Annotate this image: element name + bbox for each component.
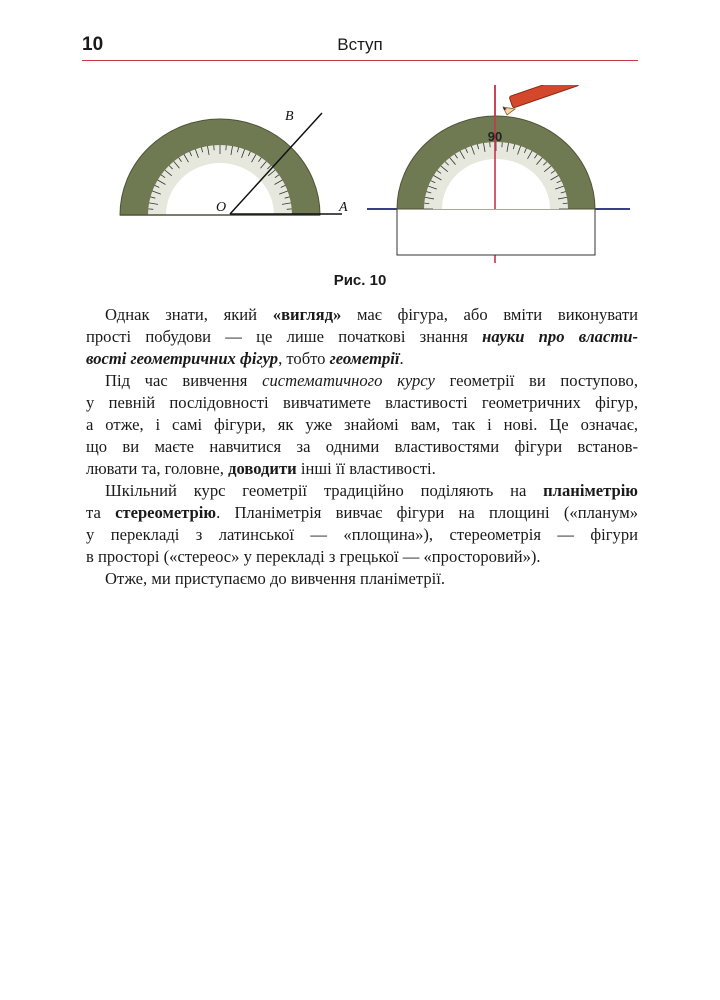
page-number: 10	[82, 34, 104, 55]
text-line	[86, 502, 638, 524]
text-segment: прості побудови — це лише початкові знання	[86, 327, 483, 346]
label-a: A	[339, 200, 348, 215]
page-header	[82, 30, 638, 61]
text-segment: вості геометричних фігур	[86, 349, 279, 368]
text-segment: лювати та, головне,	[86, 459, 229, 478]
paragraph	[86, 304, 638, 370]
text-line	[86, 304, 638, 326]
pencil-icon	[503, 85, 579, 115]
text-segment: Шкільний курс геометрії традиційно поділяють на	[105, 481, 544, 500]
section-title: Вступ	[337, 35, 383, 54]
right-protractor	[397, 85, 595, 209]
text-segment: , тобто	[278, 349, 330, 368]
text-segment: планіметрію	[543, 481, 638, 500]
label-b: B	[285, 109, 294, 124]
text-segment: Під час вивчення	[105, 371, 263, 390]
text-line	[86, 524, 638, 546]
protractor-illustration	[110, 85, 650, 270]
label-o: O	[216, 200, 227, 215]
text-segment: геометрії ви поступово,	[434, 371, 638, 390]
text-segment: науки про власти-	[482, 327, 638, 346]
text-segment: доводити	[228, 459, 297, 478]
text-line	[86, 370, 638, 392]
text-line	[86, 568, 638, 590]
text-segment: Отже, ми приступаємо до вивчення планіметрії.	[105, 569, 446, 588]
text-segment: та	[86, 503, 116, 522]
text-line	[86, 414, 638, 436]
body-text	[86, 304, 638, 590]
text-line	[86, 326, 638, 348]
text-segment: в просторі («стереос» у перекладі з грецької — «просторовий»).	[86, 547, 541, 566]
text-segment: інші її властивості.	[296, 459, 436, 478]
text-segment: у певній послідовності вивчатимете властивості геометричних фігур,	[86, 393, 638, 412]
text-line	[86, 546, 638, 568]
paragraph	[86, 568, 638, 590]
text-line	[86, 348, 638, 370]
figure-10	[110, 85, 650, 270]
text-segment: геометрії	[329, 349, 400, 368]
center-mark-90: 90	[487, 129, 503, 144]
text-segment: систематичного курсу	[262, 371, 435, 390]
text-line	[86, 436, 638, 458]
text-segment: .	[399, 349, 404, 368]
paragraph	[86, 480, 638, 568]
text-segment: що ви маєте навчитися за одними властивостями фігури встанов-	[86, 437, 638, 456]
text-segment: стереометрію	[115, 503, 217, 522]
text-line	[86, 480, 638, 502]
text-segment: Однак знати, який	[105, 305, 273, 324]
text-segment: має фігура, або вміти виконувати	[341, 305, 638, 324]
text-segment: «вигляд»	[272, 305, 342, 324]
figure-caption: Рис. 10	[333, 272, 387, 289]
paragraph	[86, 370, 638, 480]
text-line	[86, 392, 638, 414]
text-segment: . Планіметрія вивчає фігури на площині («планум»	[216, 503, 638, 522]
text-segment: а отже, і самі фігури, як уже знайомі вам, так і нові. Це означає,	[86, 415, 638, 434]
text-segment: у перекладі з латинської — «площина»), стереометрія — фігури	[86, 525, 638, 544]
protractor-base	[397, 209, 595, 255]
text-line	[86, 458, 638, 480]
